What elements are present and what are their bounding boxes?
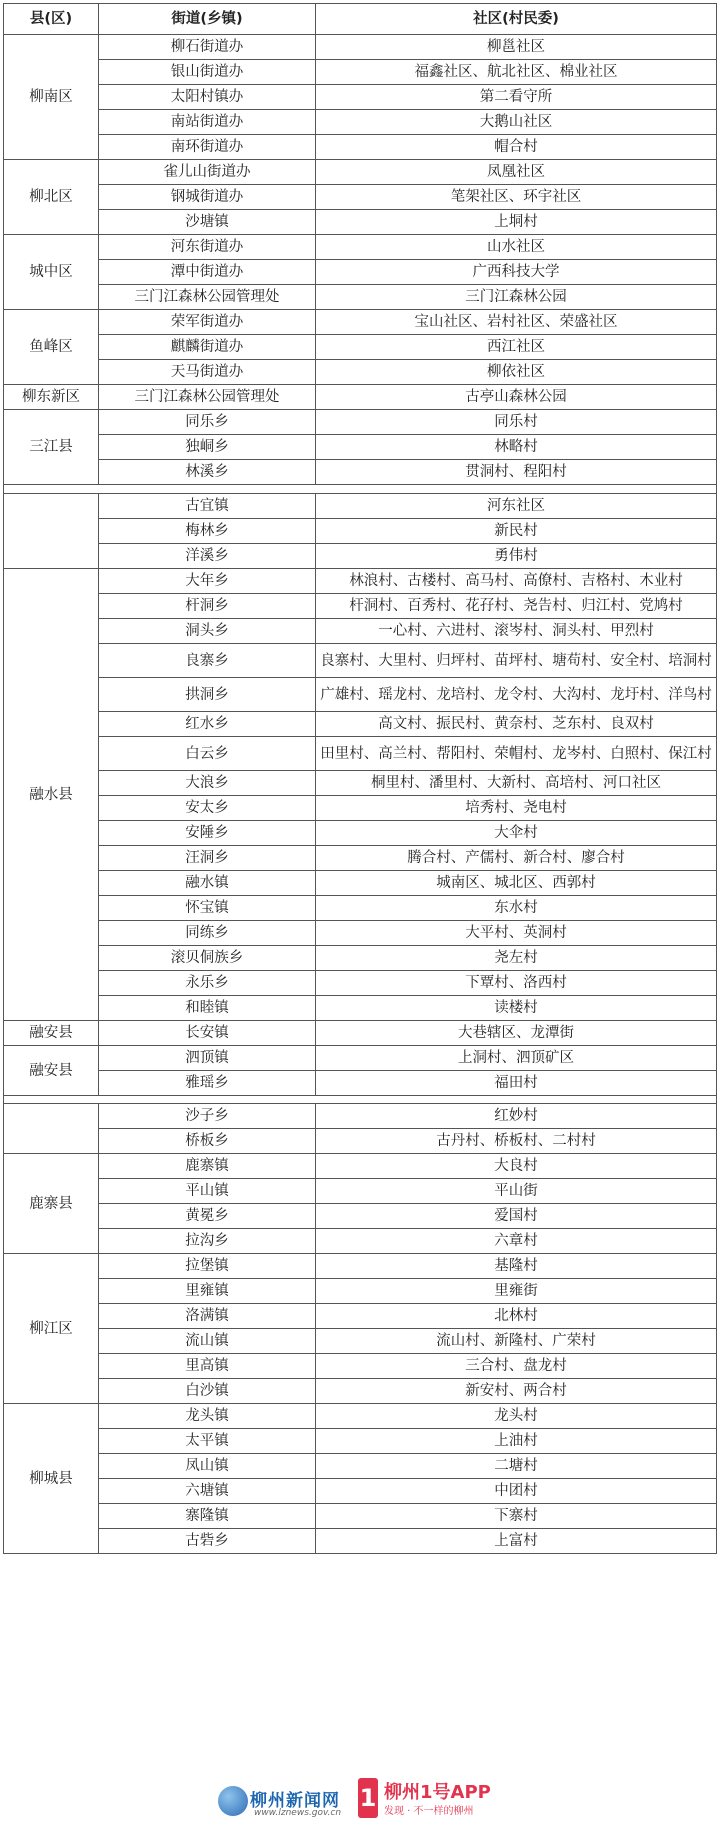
community-cell: 三合村、盘龙村 — [316, 1354, 717, 1379]
community-cell: 六章村 — [316, 1229, 717, 1254]
street-cell: 沙塘镇 — [99, 210, 316, 235]
table-row — [4, 846, 717, 871]
table-header-row — [4, 4, 717, 35]
community-cell: 山水社区 — [316, 235, 717, 260]
county-cell: 柳东新区 — [4, 385, 99, 410]
street-cell: 融水镇 — [99, 871, 316, 896]
street-cell: 洋溪乡 — [99, 544, 316, 569]
table-row — [4, 821, 717, 846]
table-row — [4, 1479, 717, 1504]
footer-watermark — [218, 1776, 638, 1822]
table-row — [4, 519, 717, 544]
county-cell: 鹿寨县 — [4, 1154, 99, 1254]
county-cell — [4, 1104, 99, 1154]
street-cell: 钢城街道办 — [99, 185, 316, 210]
table-row — [4, 35, 717, 60]
street-cell: 大年乡 — [99, 569, 316, 594]
table-row — [4, 1154, 717, 1179]
street-cell: 大浪乡 — [99, 771, 316, 796]
community-cell: 龙头村 — [316, 1404, 717, 1429]
table-row — [4, 1329, 717, 1354]
community-cell: 上垌村 — [316, 210, 717, 235]
table-row — [4, 1279, 717, 1304]
street-cell: 柳石街道办 — [99, 35, 316, 60]
street-cell: 洛满镇 — [99, 1304, 316, 1329]
street-cell: 白云乡 — [99, 737, 316, 771]
table-row — [4, 594, 717, 619]
table-row — [4, 435, 717, 460]
community-cell: 福鑫社区、航北社区、棉业社区 — [316, 60, 717, 85]
community-cell: 林略村 — [316, 435, 717, 460]
street-cell: 里高镇 — [99, 1354, 316, 1379]
community-cell: 笔架社区、环宇社区 — [316, 185, 717, 210]
street-cell: 三门江森林公园管理处 — [99, 285, 316, 310]
community-cell: 北林村 — [316, 1304, 717, 1329]
table-row — [4, 644, 717, 678]
community-cell: 柳依社区 — [316, 360, 717, 385]
street-cell: 拉堡镇 — [99, 1254, 316, 1279]
community-cell: 一心村、六进村、滚岑村、洞头村、甲烈村 — [316, 619, 717, 644]
table-row — [4, 1071, 717, 1096]
table-row — [4, 1129, 717, 1154]
table-row — [4, 712, 717, 737]
table-row — [4, 110, 717, 135]
street-cell: 梅林乡 — [99, 519, 316, 544]
street-cell: 古砦乡 — [99, 1529, 316, 1554]
county-cell: 三江县 — [4, 410, 99, 485]
street-cell: 泗顶镇 — [99, 1046, 316, 1071]
table-row — [4, 160, 717, 185]
table-row — [4, 921, 717, 946]
community-cell: 帽合村 — [316, 135, 717, 160]
section-gap-cell — [4, 1096, 717, 1104]
community-cell: 大鹅山社区 — [316, 110, 717, 135]
table-row — [4, 1379, 717, 1404]
table-row — [4, 737, 717, 771]
table-row — [4, 619, 717, 644]
street-cell: 洞头乡 — [99, 619, 316, 644]
header-street: 街道(乡镇) — [99, 4, 316, 35]
county-cell: 城中区 — [4, 235, 99, 310]
table-row — [4, 1529, 717, 1554]
table-row — [4, 460, 717, 485]
community-table — [3, 3, 717, 1554]
table-row — [4, 1454, 717, 1479]
street-cell: 林溪乡 — [99, 460, 316, 485]
street-cell: 南环街道办 — [99, 135, 316, 160]
street-cell: 里雍镇 — [99, 1279, 316, 1304]
community-cell: 读楼村 — [316, 996, 717, 1021]
section-gap — [4, 485, 717, 494]
table-row — [4, 494, 717, 519]
table-row — [4, 1354, 717, 1379]
community-cell: 上洞村、泗顶矿区 — [316, 1046, 717, 1071]
community-cell: 培秀村、尧电村 — [316, 796, 717, 821]
community-cell: 下覃村、洛西村 — [316, 971, 717, 996]
street-cell: 六塘镇 — [99, 1479, 316, 1504]
street-cell: 红水乡 — [99, 712, 316, 737]
table-row — [4, 1304, 717, 1329]
community-cell: 林浪村、古楼村、高马村、高僚村、吉格村、木业村 — [316, 569, 717, 594]
table-page — [3, 3, 716, 1554]
street-cell: 杆洞乡 — [99, 594, 316, 619]
community-cell: 流山村、新隆村、广荣村 — [316, 1329, 717, 1354]
lznews-url: www.lznews.gov.cn — [254, 1808, 342, 1818]
table-row — [4, 135, 717, 160]
table-row — [4, 310, 717, 335]
table-row — [4, 335, 717, 360]
community-cell: 勇伟村 — [316, 544, 717, 569]
street-cell: 凤山镇 — [99, 1454, 316, 1479]
header-community: 社区(村民委) — [316, 4, 717, 35]
street-cell: 太阳村镇办 — [99, 85, 316, 110]
community-cell: 桐里村、潘里村、大新村、高培村、河口社区 — [316, 771, 717, 796]
community-cell: 凤凰社区 — [316, 160, 717, 185]
app-title: 柳州1号APP — [384, 1782, 491, 1803]
table-row — [4, 1204, 717, 1229]
table-row — [4, 1404, 717, 1429]
table-row — [4, 410, 717, 435]
table-row — [4, 1021, 717, 1046]
community-cell: 大平村、英洞村 — [316, 921, 717, 946]
street-cell: 良寨乡 — [99, 644, 316, 678]
street-cell: 天马街道办 — [99, 360, 316, 385]
county-cell: 柳江区 — [4, 1254, 99, 1404]
community-cell: 第二看守所 — [316, 85, 717, 110]
county-cell: 融安县 — [4, 1021, 99, 1046]
street-cell: 白沙镇 — [99, 1379, 316, 1404]
table-row — [4, 946, 717, 971]
street-cell: 鹿寨镇 — [99, 1154, 316, 1179]
table-row — [4, 85, 717, 110]
app-logo — [358, 1778, 548, 1818]
county-cell: 鱼峰区 — [4, 310, 99, 385]
table-row — [4, 235, 717, 260]
section-gap-cell — [4, 485, 717, 494]
community-cell: 新安村、两合村 — [316, 1379, 717, 1404]
community-cell: 同乐村 — [316, 410, 717, 435]
street-cell: 安太乡 — [99, 796, 316, 821]
community-cell: 古亭山森林公园 — [316, 385, 717, 410]
community-cell: 广西科技大学 — [316, 260, 717, 285]
table-row — [4, 385, 717, 410]
community-cell: 西江社区 — [316, 335, 717, 360]
table-row — [4, 971, 717, 996]
county-cell: 柳城县 — [4, 1404, 99, 1554]
community-cell: 大伞村 — [316, 821, 717, 846]
community-cell: 贯洞村、程阳村 — [316, 460, 717, 485]
street-cell: 黄冕乡 — [99, 1204, 316, 1229]
street-cell: 雅瑶乡 — [99, 1071, 316, 1096]
street-cell: 同乐乡 — [99, 410, 316, 435]
community-cell: 广雄村、瑶龙村、龙培村、龙令村、大沟村、龙圩村、洋鸟村 — [316, 678, 717, 712]
street-cell: 长安镇 — [99, 1021, 316, 1046]
community-cell: 二塘村 — [316, 1454, 717, 1479]
community-cell: 上油村 — [316, 1429, 717, 1454]
street-cell: 滚贝侗族乡 — [99, 946, 316, 971]
street-cell: 同练乡 — [99, 921, 316, 946]
community-cell: 高文村、振民村、黄奈村、芝东村、良双村 — [316, 712, 717, 737]
table-row — [4, 1254, 717, 1279]
table-row — [4, 771, 717, 796]
community-cell: 尧左村 — [316, 946, 717, 971]
community-cell: 大良村 — [316, 1154, 717, 1179]
county-cell: 融安县 — [4, 1046, 99, 1096]
lznews-name: 柳州新闻网 — [250, 1791, 340, 1811]
street-cell: 平山镇 — [99, 1179, 316, 1204]
street-cell: 桥板乡 — [99, 1129, 316, 1154]
section-gap — [4, 1096, 717, 1104]
community-cell: 里雍街 — [316, 1279, 717, 1304]
community-cell: 城南区、城北区、西郭村 — [316, 871, 717, 896]
community-cell: 中团村 — [316, 1479, 717, 1504]
table-row — [4, 1046, 717, 1071]
county-cell — [4, 494, 99, 569]
table-row — [4, 544, 717, 569]
table-row — [4, 285, 717, 310]
street-cell: 南站街道办 — [99, 110, 316, 135]
table-row — [4, 210, 717, 235]
street-cell: 寨隆镇 — [99, 1504, 316, 1529]
community-cell: 腾合村、产儒村、新合村、廖合村 — [316, 846, 717, 871]
community-cell: 上富村 — [316, 1529, 717, 1554]
table-row — [4, 260, 717, 285]
street-cell: 龙头镇 — [99, 1404, 316, 1429]
community-cell: 古丹村、桥板村、二村村 — [316, 1129, 717, 1154]
table-row — [4, 678, 717, 712]
table-row — [4, 60, 717, 85]
street-cell: 银山街道办 — [99, 60, 316, 85]
lznews-logo — [218, 1784, 368, 1820]
community-cell: 福田村 — [316, 1071, 717, 1096]
community-cell: 杆洞村、百秀村、花孖村、尧告村、归江村、党鸠村 — [316, 594, 717, 619]
community-cell: 爱国村 — [316, 1204, 717, 1229]
street-cell: 三门江森林公园管理处 — [99, 385, 316, 410]
table-row — [4, 871, 717, 896]
community-cell: 东水村 — [316, 896, 717, 921]
street-cell: 荣军街道办 — [99, 310, 316, 335]
street-cell: 安陲乡 — [99, 821, 316, 846]
table-row — [4, 896, 717, 921]
globe-icon — [218, 1786, 248, 1816]
table-row — [4, 996, 717, 1021]
street-cell: 汪洞乡 — [99, 846, 316, 871]
table-row — [4, 1504, 717, 1529]
street-cell: 太平镇 — [99, 1429, 316, 1454]
community-cell: 平山街 — [316, 1179, 717, 1204]
table-row — [4, 1429, 717, 1454]
street-cell: 拱洞乡 — [99, 678, 316, 712]
app-slogan: 发现 · 不一样的柳州 — [384, 1806, 474, 1817]
community-cell: 宝山社区、岩村社区、荣盛社区 — [316, 310, 717, 335]
street-cell: 雀儿山街道办 — [99, 160, 316, 185]
street-cell: 麒麟街道办 — [99, 335, 316, 360]
street-cell: 独峒乡 — [99, 435, 316, 460]
table-row — [4, 360, 717, 385]
community-cell: 下寨村 — [316, 1504, 717, 1529]
table-row — [4, 1229, 717, 1254]
county-cell: 融水县 — [4, 569, 99, 1021]
community-cell: 良寨村、大里村、归坪村、苗坪村、塘苟村、安全村、培洞村 — [316, 644, 717, 678]
table-row — [4, 569, 717, 594]
street-cell: 流山镇 — [99, 1329, 316, 1354]
street-cell: 怀宝镇 — [99, 896, 316, 921]
table-row — [4, 1104, 717, 1129]
county-cell: 柳南区 — [4, 35, 99, 160]
street-cell: 潭中街道办 — [99, 260, 316, 285]
community-cell: 红妙村 — [316, 1104, 717, 1129]
community-cell: 田里村、高兰村、帮阳村、荣帽村、龙岑村、白照村、保江村 — [316, 737, 717, 771]
header-county: 县(区) — [4, 4, 99, 35]
street-cell: 永乐乡 — [99, 971, 316, 996]
table-row — [4, 1179, 717, 1204]
street-cell: 沙子乡 — [99, 1104, 316, 1129]
community-cell: 河东社区 — [316, 494, 717, 519]
app-badge-icon: 1 — [358, 1778, 378, 1818]
community-cell: 新民村 — [316, 519, 717, 544]
street-cell: 河东街道办 — [99, 235, 316, 260]
community-cell: 大巷辖区、龙潭街 — [316, 1021, 717, 1046]
table-row — [4, 185, 717, 210]
community-cell: 柳邕社区 — [316, 35, 717, 60]
county-cell: 柳北区 — [4, 160, 99, 235]
street-cell: 拉沟乡 — [99, 1229, 316, 1254]
community-cell: 三门江森林公园 — [316, 285, 717, 310]
community-cell: 基隆村 — [316, 1254, 717, 1279]
table-row — [4, 796, 717, 821]
street-cell: 和睦镇 — [99, 996, 316, 1021]
street-cell: 古宜镇 — [99, 494, 316, 519]
